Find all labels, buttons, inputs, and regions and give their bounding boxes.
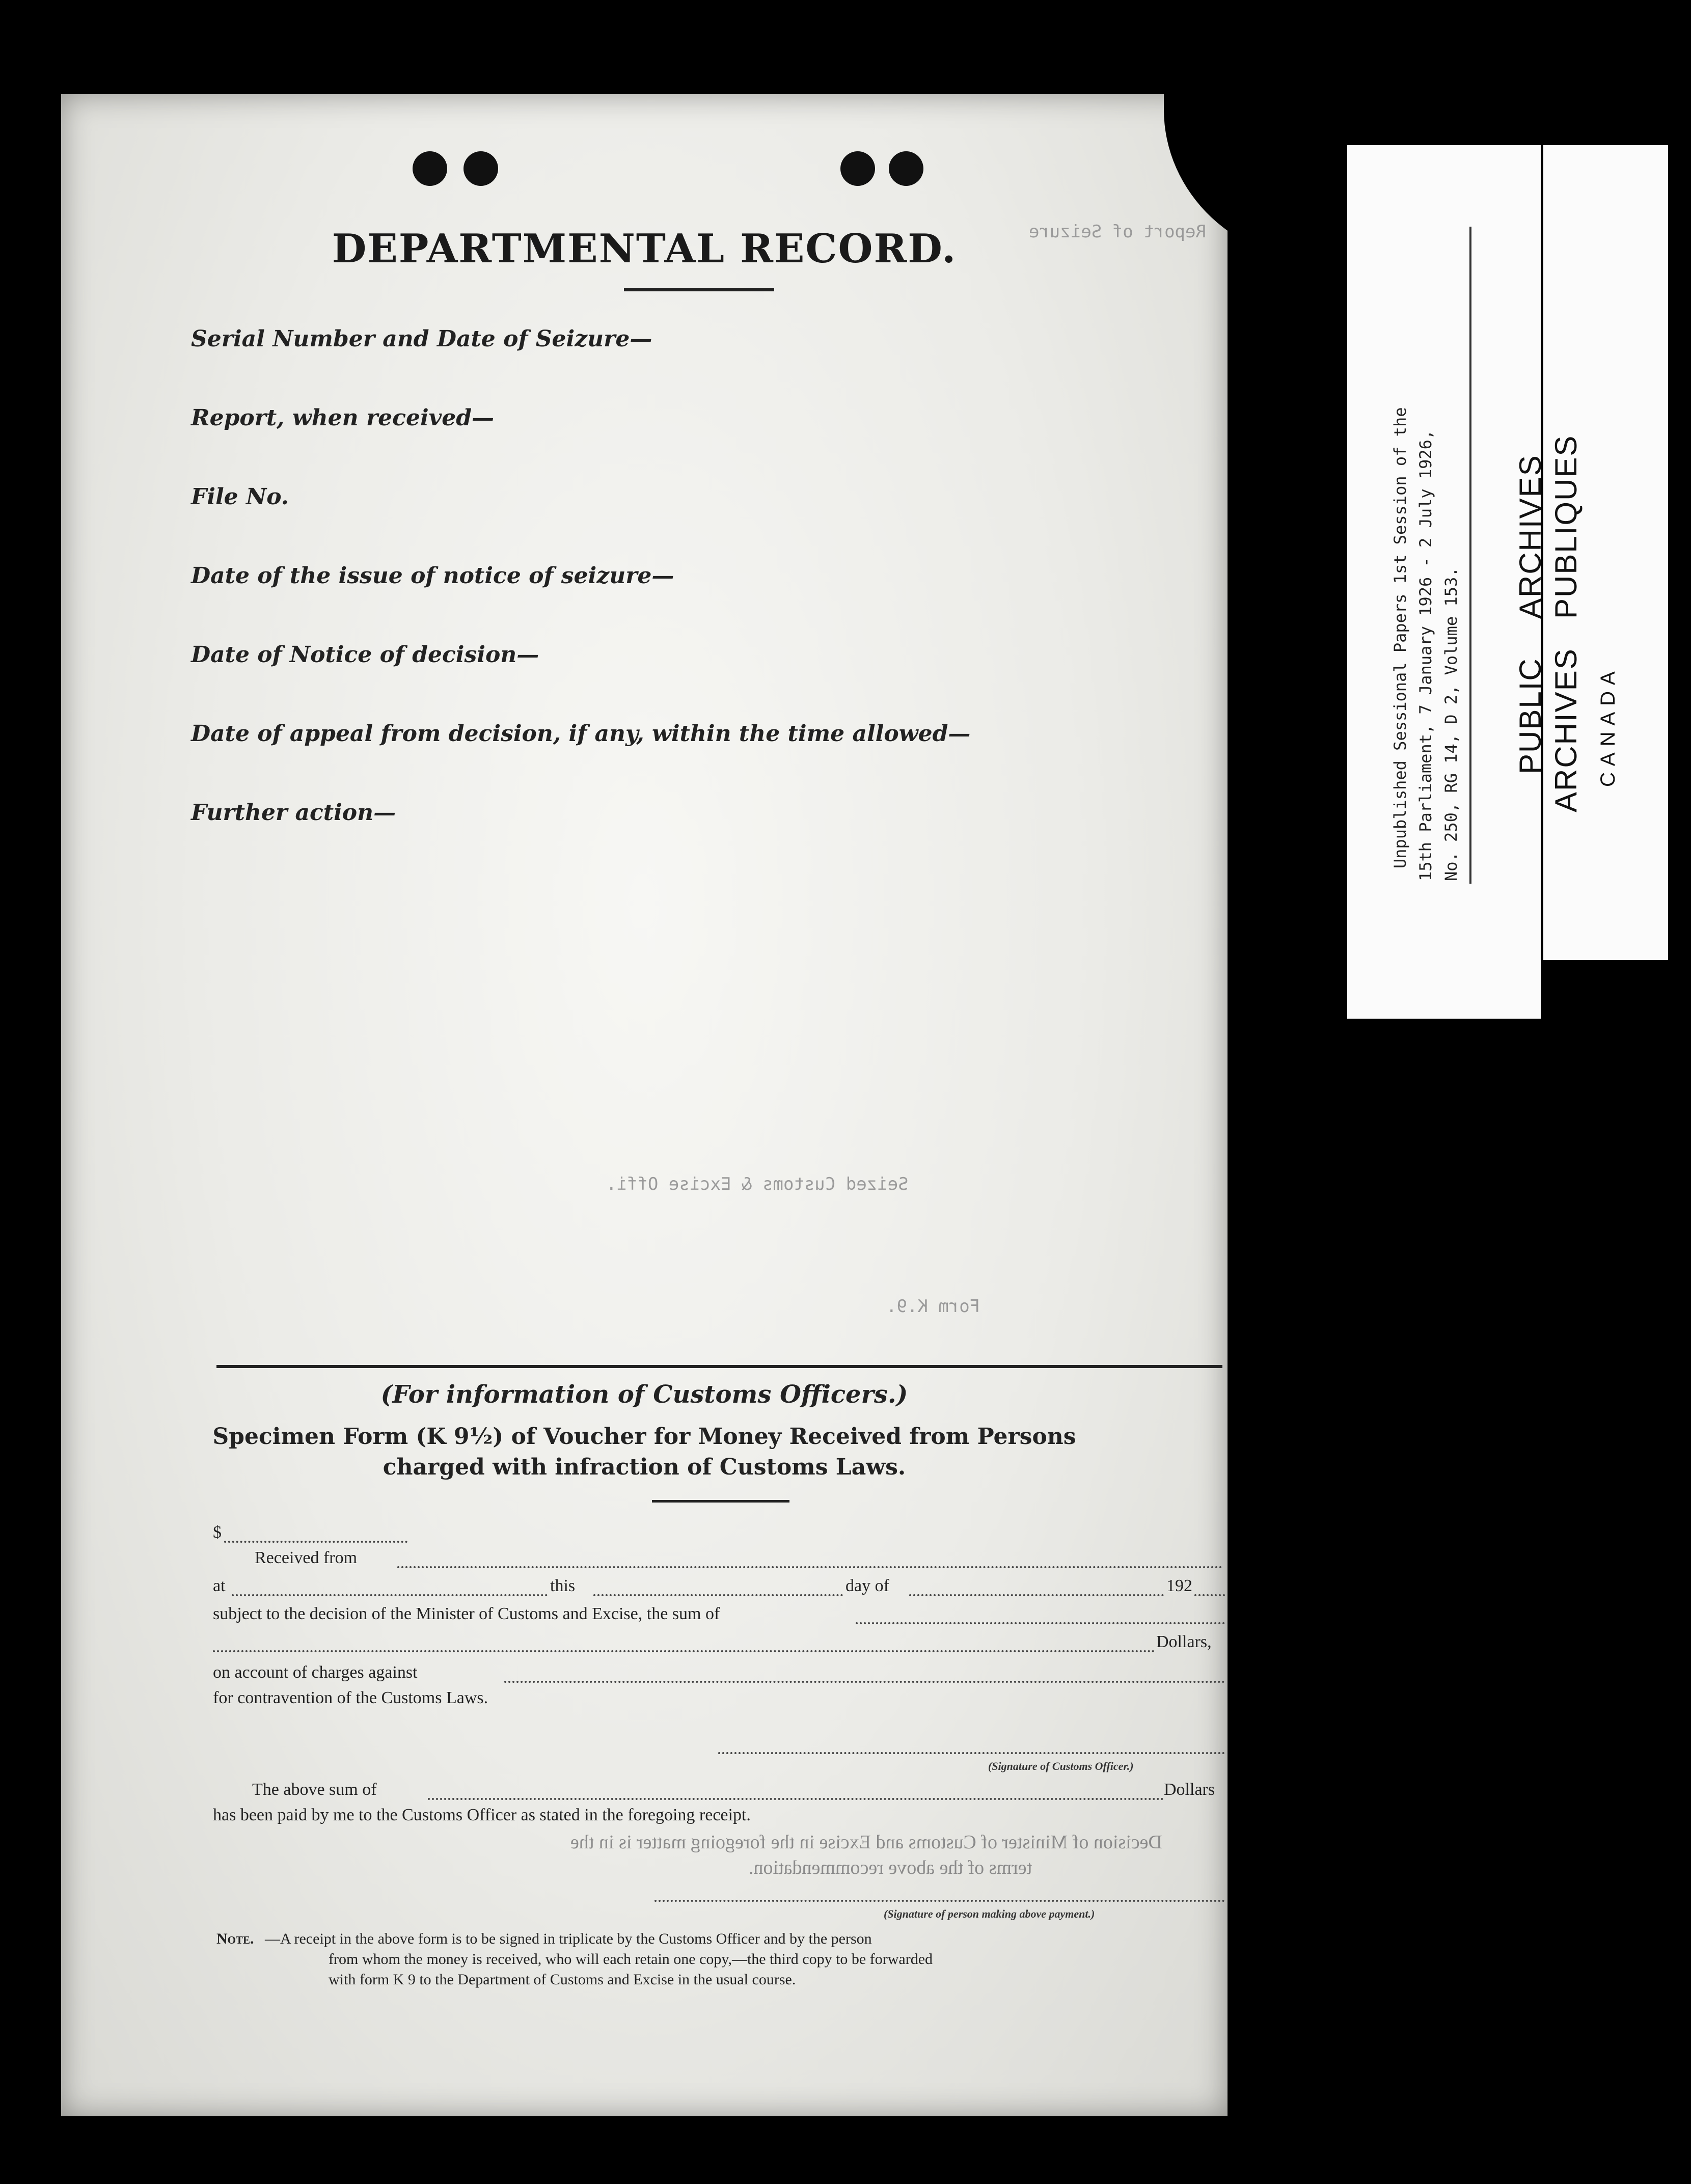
archive-label-rule xyxy=(1469,227,1471,884)
day-of-line xyxy=(909,1594,1164,1596)
info-line: (For information of Customs Officers.) xyxy=(380,1380,908,1409)
archive-public: PUBLIC xyxy=(1513,658,1547,774)
day-of-label: day of xyxy=(846,1576,889,1595)
bleed-through-text: Decision of Minister of Customs and Excise in the foregoing matter is in the xyxy=(570,1832,1162,1853)
punch-hole xyxy=(463,151,498,186)
customs-officer-signature-caption: (Signature of Customs Officer.) xyxy=(988,1760,1134,1772)
field-appeal: Date of appeal from decision, if any, within the time allowed— xyxy=(191,721,971,747)
dollars-label: Dollars xyxy=(1164,1780,1215,1799)
at-line xyxy=(232,1594,548,1596)
bleed-through-text: Report of Seizure xyxy=(1029,222,1206,242)
note-line-3: with form K 9 to the Department of Customs and Excise in the usual course. xyxy=(329,1971,796,1988)
received-from-line xyxy=(397,1566,1222,1568)
archive-canada: CANADA xyxy=(1597,665,1619,787)
archive-label-tab xyxy=(1513,145,1668,960)
subject-line: subject to the decision of the Minister of Customs and Excise, the sum of xyxy=(213,1604,720,1623)
amount-line xyxy=(224,1541,407,1543)
dollars-line xyxy=(213,1650,1155,1652)
charges-line xyxy=(504,1681,1225,1683)
year-line xyxy=(1194,1594,1225,1596)
year-label: 192 xyxy=(1166,1576,1192,1595)
document-page xyxy=(61,94,1228,2116)
specimen-heading-1: Specimen Form (K 9½) of Voucher for Money Received from Persons xyxy=(212,1424,1076,1450)
field-notice-decision: Date of Notice of decision— xyxy=(191,642,539,668)
note-line-2: from whom the money is received, who will each retain one copy,—the third copy to be forwarded xyxy=(329,1951,933,1968)
archive-archives-fr: ARCHIVES xyxy=(1549,648,1583,812)
paid-by-me-line: has been paid by me to the Customs Officer as stated in the foregoing receipt. xyxy=(213,1806,751,1824)
field-notice-issue: Date of the issue of notice of seizure— xyxy=(191,563,674,589)
archive-publiques: PUBLIQUES xyxy=(1549,434,1583,619)
field-report-received: Report, when received— xyxy=(191,405,494,431)
dollar-sign: $ xyxy=(213,1523,222,1542)
field-file-no: File No. xyxy=(191,484,289,510)
note-label: Note. xyxy=(216,1930,254,1947)
archive-label-line-1: Unpublished Sessional Papers 1st Session of the xyxy=(1390,407,1410,868)
bleed-through-text: Seized Customs & Excise Offi. xyxy=(606,1174,909,1194)
field-further-action: Further action— xyxy=(191,800,396,826)
at-label: at xyxy=(213,1576,226,1595)
punch-hole xyxy=(889,151,923,186)
field-serial-number: Serial Number and Date of Seizure— xyxy=(191,326,652,352)
heading-underline xyxy=(652,1500,789,1503)
punch-hole xyxy=(413,151,447,186)
archive-label xyxy=(1347,145,1541,1019)
this-line xyxy=(593,1594,843,1596)
payer-signature-caption: (Signature of person making above payment.) xyxy=(884,1907,1095,1920)
customs-officer-signature-line xyxy=(718,1752,1225,1754)
bleed-through-text: terms of the above recommendation. xyxy=(749,1857,1032,1878)
contravention-label: for contravention of the Customs Laws. xyxy=(213,1688,488,1707)
this-label: this xyxy=(550,1576,576,1595)
specimen-heading-2: charged with infraction of Customs Laws. xyxy=(383,1454,906,1480)
received-from-label: Received from xyxy=(255,1548,358,1567)
note-line-1: —A receipt in the above form is to be signed in triplicate by the Customs Officer and by the person xyxy=(265,1930,872,1947)
archive-label-line-3: No. 250, RG 14, D 2, Volume 153. xyxy=(1441,567,1461,881)
above-sum-label: The above sum of xyxy=(252,1780,377,1799)
above-sum-line xyxy=(428,1798,1164,1800)
title-underline xyxy=(624,288,774,291)
dollars-comma-label: Dollars, xyxy=(1156,1632,1212,1651)
section-divider xyxy=(216,1365,1222,1368)
on-account-label: on account of charges against xyxy=(213,1663,418,1682)
sum-line xyxy=(856,1622,1225,1624)
archive-label-line-2: 15th Parliament, 7 January 1926 - 2 July 1926, xyxy=(1416,429,1435,881)
page-title: DEPARTMENTAL RECORD. xyxy=(332,226,957,272)
bleed-through-text: Form K.9. xyxy=(886,1296,980,1317)
archive-archives-en: ARCHIVES xyxy=(1513,454,1547,619)
payer-signature-line xyxy=(654,1900,1225,1902)
punch-hole xyxy=(840,151,875,186)
